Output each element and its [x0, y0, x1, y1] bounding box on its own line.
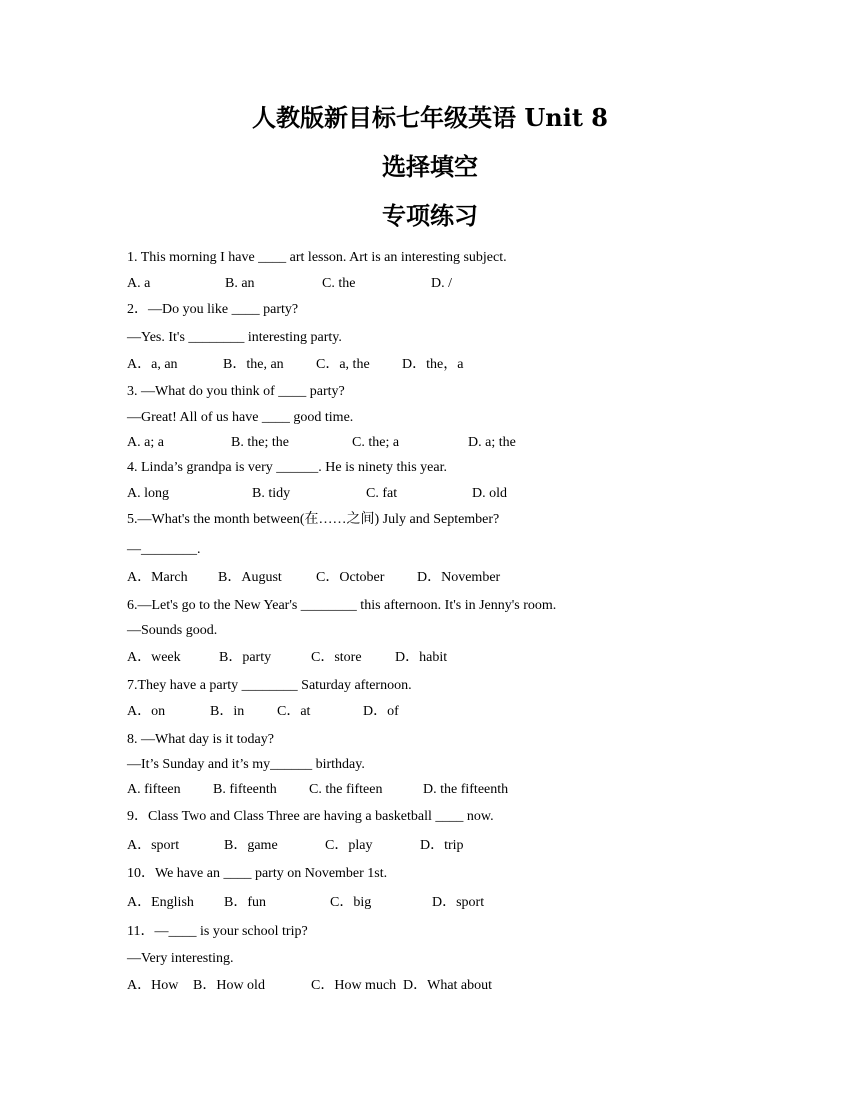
option-b: B. an — [225, 276, 255, 291]
option-a: A. fifteen — [127, 782, 181, 797]
question-7-stem: 7.They have a party ________ Saturday afternoon. — [127, 678, 412, 693]
option-a: A．March — [127, 570, 188, 585]
option-d: D．the，a — [402, 357, 464, 372]
option-b: B. fifteenth — [213, 782, 277, 797]
option-d: D. / — [431, 276, 452, 291]
question-5-stem: 5.—What's the month between(在……之间) July and September? — [127, 512, 500, 527]
option-b: B．party — [219, 650, 272, 665]
option-b: B. the; the — [231, 435, 289, 450]
option-d: D．November — [417, 570, 501, 585]
option-a: A. long — [127, 486, 169, 501]
option-c: C．a, the — [316, 357, 370, 372]
option-d: D．trip — [420, 838, 464, 853]
question-2-stem: 2．—Do you like ____ party? — [127, 302, 299, 317]
option-b: B．fun — [224, 895, 266, 910]
option-c: C．at — [277, 704, 311, 719]
option-d: D. the fifteenth — [423, 782, 509, 797]
question-6-stem: 6.—Let's go to the New Year's ________ this afternoon. It's in Jenny's room. — [127, 598, 557, 613]
question-6-answer-line: —Sounds good. — [127, 623, 218, 638]
option-c: C. fat — [366, 486, 398, 501]
option-d: D．What about — [403, 978, 493, 993]
option-c: C．How much — [311, 978, 397, 993]
option-a: A. a — [127, 276, 151, 291]
option-a: A．week — [127, 650, 181, 665]
option-c: C. the fifteen — [309, 782, 383, 797]
option-c: C．big — [330, 895, 372, 910]
option-b: B．How old — [193, 978, 265, 993]
option-a: A．sport — [127, 838, 180, 853]
option-c: C．play — [325, 838, 373, 853]
option-d: D．of — [363, 704, 399, 719]
option-d: D. old — [472, 486, 507, 501]
question-1-stem: 1. This morning I have ____ art lesson. Art is an interesting subject. — [127, 250, 507, 265]
option-b: B．game — [224, 838, 278, 853]
option-c: C．October — [316, 570, 385, 585]
option-b: B．in — [210, 704, 245, 719]
option-a: A. a; a — [127, 435, 164, 450]
question-11-stem: 11．—____ is your school trip? — [127, 924, 308, 939]
option-c: C. the; a — [352, 435, 400, 450]
document-subtitle: 选择填空 — [382, 152, 478, 181]
question-9-stem: 9．Class Two and Class Three are having a basketball ____ now. — [127, 809, 494, 824]
question-4-stem: 4. Linda’s grandpa is very ______. He is ninety this year. — [127, 460, 447, 475]
question-8-stem: 8. —What day is it today? — [127, 732, 274, 747]
option-a: A．on — [127, 704, 166, 719]
option-a: A．a, an — [127, 357, 178, 372]
question-11-answer-line: —Very interesting. — [127, 951, 234, 966]
question-5-answer-line: —________. — [127, 542, 201, 557]
option-b: B. tidy — [252, 486, 291, 501]
option-d: D. a; the — [468, 435, 516, 450]
option-b: B．the, an — [223, 357, 284, 372]
option-d: D．sport — [432, 895, 485, 910]
document-subtitle-2: 专项练习 — [382, 201, 478, 230]
option-a: A．How — [127, 978, 179, 993]
document-title: 人教版新目标七年级英语 Unit 8 — [252, 103, 608, 132]
question-2-answer-line: —Yes. It's ________ interesting party. — [127, 330, 342, 345]
question-3-stem: 3. —What do you think of ____ party? — [127, 384, 345, 399]
question-3-answer-line: —Great! All of us have ____ good time. — [127, 410, 354, 425]
option-b: B．August — [218, 570, 282, 585]
question-10-stem: 10．We have an ____ party on November 1st. — [127, 866, 388, 881]
option-a: A．English — [127, 895, 194, 910]
option-d: D．habit — [395, 650, 448, 665]
option-c: C．store — [311, 650, 362, 665]
option-c: C. the — [322, 276, 356, 291]
question-8-answer-line: —It’s Sunday and it’s my______ birthday. — [127, 757, 365, 772]
